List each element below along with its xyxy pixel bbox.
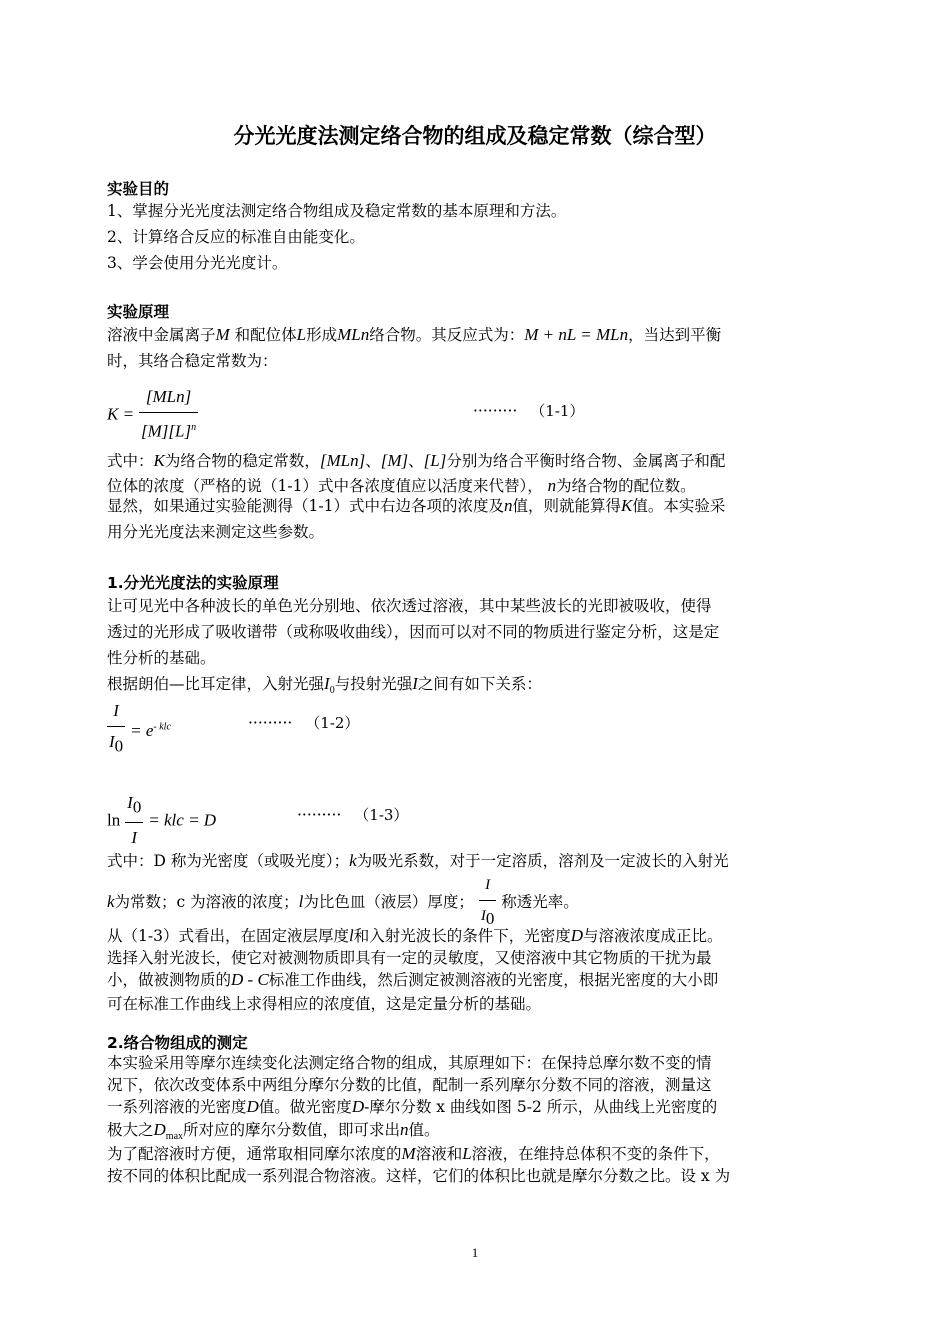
text-fragment: 显然，如果通过实验能测得（1-1）式中右边各项的浓度及 <box>107 497 504 515</box>
math-var-bM: [M] <box>380 451 409 470</box>
text-fragment: 溶液，在维持总体积不变的条件下， <box>471 1145 720 1163</box>
eq2-rhs-text: = e <box>130 720 154 740</box>
math-var-K: K <box>153 451 165 470</box>
eq3-dots: ········· <box>297 806 342 824</box>
eq1-lhs: K = <box>107 404 135 424</box>
eq2-rhs <box>130 721 171 740</box>
eq2-number <box>248 710 359 736</box>
text-fragment: 和配位体 <box>234 326 297 344</box>
text-fragment: 为了配溶液时方便，通常取相同摩尔浓度的 <box>107 1145 402 1163</box>
principle-line-6: 用分光光度法来测定这些参数。 <box>107 523 325 541</box>
math-var-k: k <box>107 892 115 911</box>
composition-line-1: 本实验采用等摩尔连续变化法测定络合物的组成，其原理如下：在保持总摩尔数不变的情 <box>107 1054 712 1072</box>
eq2-exp: - klc <box>153 720 171 732</box>
eq3-denominator: I <box>131 828 138 848</box>
text-fragment: 为常数；c 为溶液的浓度； <box>114 893 299 911</box>
math-var-MLn: MLn <box>337 325 370 344</box>
math-var-n: n <box>503 496 513 515</box>
page-title: 分光光度法测定络合物的组成及稳定常数（综合型） <box>233 124 717 148</box>
text-fragment: 、 <box>365 452 381 470</box>
math-sub-0: 0 <box>329 685 335 697</box>
eq3-fraction <box>125 790 143 851</box>
eq1-denominator <box>139 413 198 445</box>
text-fragment: 从（1-3）式看出，在固定液层厚度 <box>107 927 349 945</box>
purpose-item-2: 2、计算络合反应的标准自由能变化。 <box>107 228 365 246</box>
math-var-k: k <box>349 851 357 870</box>
text-fragment: 极大之 <box>107 1121 154 1139</box>
text-fragment: -摩尔分数 x 曲线如图 5-2 所示，从曲线上光密度的 <box>364 1098 718 1116</box>
eq1-fraction <box>139 384 198 445</box>
eq1-den-text: [M][L] <box>141 421 192 441</box>
math-var-DC: D - C <box>231 970 269 989</box>
text-fragment: 值。本实验采 <box>632 497 726 515</box>
text-fragment: 与溶液浓度成正比。 <box>583 927 723 945</box>
math-var-D: D <box>570 926 583 945</box>
spectro-line-3: 性分析的基础。 <box>107 649 216 667</box>
composition-line-6: 按不同的体积比配成一系列混合物溶液。这样，它们的体积比也就是摩尔分数之比。设 x 为 <box>107 1167 731 1185</box>
spectro-line-9 <box>107 967 847 993</box>
spectro-line-2: 透过的光形成了吸收谱带（或称吸收曲线），因而可以对不同的物质进行鉴定分析，这是定 <box>107 623 720 641</box>
section-heading-composition: 2.络合物组成的测定 <box>107 1034 248 1052</box>
eq2-den-sub: 0 <box>114 736 124 756</box>
math-sub-max: max <box>165 1131 184 1143</box>
text-fragment: 为络合物的配位数。 <box>556 477 696 495</box>
text-fragment: 与投射光强 <box>334 675 413 693</box>
text-fragment: 为吸光系数，对于一定溶质，溶剂及一定波长的入射光 <box>356 852 729 870</box>
text-fragment: 值，则就能算得 <box>512 497 621 515</box>
text-fragment: 为络合物的稳定常数， <box>164 452 320 470</box>
text-fragment: 、 <box>408 452 424 470</box>
text-fragment: 式中：D 称为光密度（或吸光度）； <box>107 852 350 870</box>
eq2-den-text: I <box>109 732 115 751</box>
text-fragment: 小，做被测物质的 <box>107 971 232 989</box>
text-fragment: 一系列溶液的光密度 <box>107 1098 247 1116</box>
eq1-numerator: [MLn] <box>139 384 198 413</box>
principle-line-5 <box>107 493 847 519</box>
spectro-line-8: 选择入射光波长，使它对被测物质即具有一定的灵敏度，又使溶液中其它物质的干扰为最 <box>107 949 712 967</box>
spectro-line-5 <box>107 848 847 874</box>
text-fragment: 形成 <box>306 326 338 344</box>
spectro-line-1: 让可见光中各种波长的单色光分别地、依次透过溶液，其中某些波长的光即被吸收，使得 <box>107 597 712 615</box>
eq3-number <box>297 802 408 828</box>
text-fragment: 为比色皿（液层）厚度； <box>303 893 474 911</box>
math-var-I: I <box>412 674 418 693</box>
eq3-rhs: = klc = D <box>148 810 217 830</box>
text-fragment: ，当达到平衡 <box>628 326 722 344</box>
text-fragment: 络合物。其反应式为： <box>369 326 525 344</box>
math-var-M: M <box>215 325 230 344</box>
text-fragment: 分别为络合平衡时络合物、金属离子和配 <box>446 452 726 470</box>
principle-line-2: 时，其络合稳定常数为： <box>107 352 278 370</box>
eq3-ln: ln <box>107 810 121 830</box>
page-number: 1 <box>471 1245 479 1260</box>
section-heading-principle: 实验原理 <box>107 303 170 321</box>
eq2-fraction <box>107 698 125 759</box>
purpose-item-1: 1、掌握分光光度法测定络合物组成及稳定常数的基本原理和方法。 <box>107 202 567 220</box>
section-heading-spectro: 1.分光光度法的实验原理 <box>107 574 279 592</box>
math-var-L: L <box>296 325 307 344</box>
math-var-bL: [L] <box>423 451 447 470</box>
math-var-l: l <box>298 892 304 911</box>
principle-line-3 <box>107 448 847 474</box>
eq2-numerator: I <box>107 698 125 727</box>
eq3-num-text: I <box>127 793 133 812</box>
eq2-denominator <box>107 727 125 759</box>
text-fragment: 称透光率。 <box>501 893 579 911</box>
math-var-D: D <box>246 1097 259 1116</box>
eq3-num-sub: 0 <box>132 797 142 817</box>
spectro-line-10: 可在标准工作曲线上求得相应的浓度值，这是定量分析的基础。 <box>107 995 542 1013</box>
transmittance-den-text: I <box>480 908 486 924</box>
text-fragment: 式中： <box>107 452 154 470</box>
math-var-I0: I <box>324 674 330 693</box>
math-var-n: n <box>547 476 557 495</box>
text-fragment: 根据朗伯—比耳定律，入射光强 <box>107 675 325 693</box>
math-var-L: L <box>462 1144 472 1163</box>
principle-line-1 <box>107 322 847 348</box>
eq3-label: （1-3） <box>354 806 409 824</box>
equation-1-2 <box>107 698 847 759</box>
text-fragment: 之间有如下关系： <box>417 675 542 693</box>
text-fragment: 溶液中金属离子 <box>107 326 216 344</box>
eq3-numerator <box>125 790 143 823</box>
purpose-item-3: 3、学会使用分光光度计。 <box>107 254 288 272</box>
math-var-D: D <box>351 1097 365 1116</box>
transmittance-den-sub: 0 <box>485 909 495 928</box>
math-var-l: l <box>348 926 354 945</box>
eq2-dots: ········· <box>248 714 293 732</box>
text-fragment: 和入射光波长的条件下，光密度 <box>353 927 571 945</box>
text-fragment: 值。做光密度 <box>258 1098 352 1116</box>
math-var-n: n <box>400 1120 409 1139</box>
eq1-number <box>473 398 673 424</box>
composition-line-2: 况下，依次改变体系中两组分摩尔分数的比值，配制一系列摩尔分数不同的溶液，测量这 <box>107 1076 712 1094</box>
math-var-M: M <box>401 1144 416 1163</box>
equation-1-3 <box>107 790 847 851</box>
eq1-den-exp: n <box>191 422 197 433</box>
section-heading-purpose: 实验目的 <box>107 180 170 198</box>
text-fragment: 标准工作曲线，然后测定被测溶液的光密度，根据光密度的大小即 <box>268 971 719 989</box>
eq1-label: （1-1） <box>530 402 585 420</box>
text-fragment: 溶液和 <box>415 1145 463 1163</box>
eq1-dots: ········· <box>473 402 518 420</box>
math-var-Dmax: D <box>153 1120 166 1139</box>
eq2-label: （1-2） <box>305 714 360 732</box>
text-fragment: 位体的浓度（严格的说（1-1）式中各浓度值应以活度来代替）， <box>107 477 543 495</box>
math-reaction: M + nL = MLn <box>524 325 629 344</box>
text-fragment: 所对应的摩尔分数值，即可求出 <box>183 1121 401 1139</box>
transmittance-numerator: I <box>479 872 497 901</box>
math-var-K: K <box>620 496 633 515</box>
text-fragment: 值。 <box>408 1121 440 1139</box>
math-var-bMLn: [MLn] <box>319 451 366 470</box>
